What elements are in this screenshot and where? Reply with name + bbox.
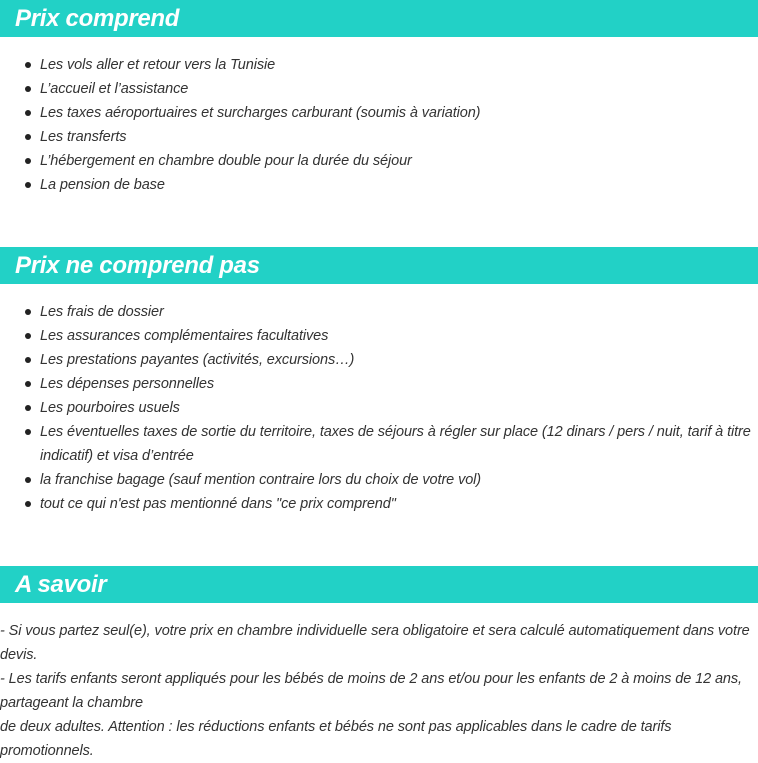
section-header-a-savoir bbox=[0, 566, 758, 603]
included-item: Les transferts bbox=[0, 125, 758, 149]
excluded-item: Les prestations payantes (activités, excursions…) bbox=[0, 348, 758, 372]
included-item: Les taxes aéroportuaires et surcharges carburant (soumis à variation) bbox=[0, 101, 758, 125]
section-header-prix-ne-comprend-pas bbox=[0, 247, 758, 284]
excluded-item: la franchise bagage (sauf mention contraire lors du choix de votre vol) bbox=[0, 468, 758, 492]
excluded-item: Les assurances complémentaires facultatives bbox=[0, 324, 758, 348]
excluded-item: Les éventuelles taxes de sortie du territoire, taxes de séjours à régler sur place (12 dinars / pers / nuit, tarif à titre indicatif) et visa d’entrée bbox=[0, 420, 758, 468]
section-header-prix-comprend bbox=[0, 0, 758, 37]
included-item: L’accueil et l’assistance bbox=[0, 77, 758, 101]
section-title-a-savoir: A savoir bbox=[15, 571, 107, 598]
included-item: L’hébergement en chambre double pour la durée du séjour bbox=[0, 149, 758, 173]
excluded-item: Les frais de dossier bbox=[0, 300, 758, 324]
savoir-paragraph: de deux adultes. Attention : les réductions enfants et bébés ne sont pas applicables dans le cadre de tarifs promotionnels. bbox=[0, 719, 672, 759]
section-title-prix-ne-comprend-pas: Prix ne comprend pas bbox=[15, 252, 260, 279]
savoir-paragraph: - Les tarifs enfants seront appliqués pour les bébés de moins de 2 ans et/ou pour les enfants de 2 à moins de 12 ans, partageant la chambre bbox=[0, 671, 742, 711]
section-title-prix-comprend: Prix comprend bbox=[15, 5, 180, 32]
a-savoir-text bbox=[0, 619, 758, 763]
excluded-item: Les pourboires usuels bbox=[0, 396, 758, 420]
included-item: La pension de base bbox=[0, 173, 758, 197]
included-list bbox=[0, 53, 758, 197]
included-item: Les vols aller et retour vers la Tunisie bbox=[0, 53, 758, 77]
excluded-item: Les dépenses personnelles bbox=[0, 372, 758, 396]
excluded-list bbox=[0, 300, 758, 516]
excluded-item: tout ce qui n'est pas mentionné dans "ce prix comprend" bbox=[0, 492, 758, 516]
savoir-paragraph: - Si vous partez seul(e), votre prix en chambre individuelle sera obligatoire et sera calculé automatiquement dans votre devis. bbox=[0, 623, 750, 663]
